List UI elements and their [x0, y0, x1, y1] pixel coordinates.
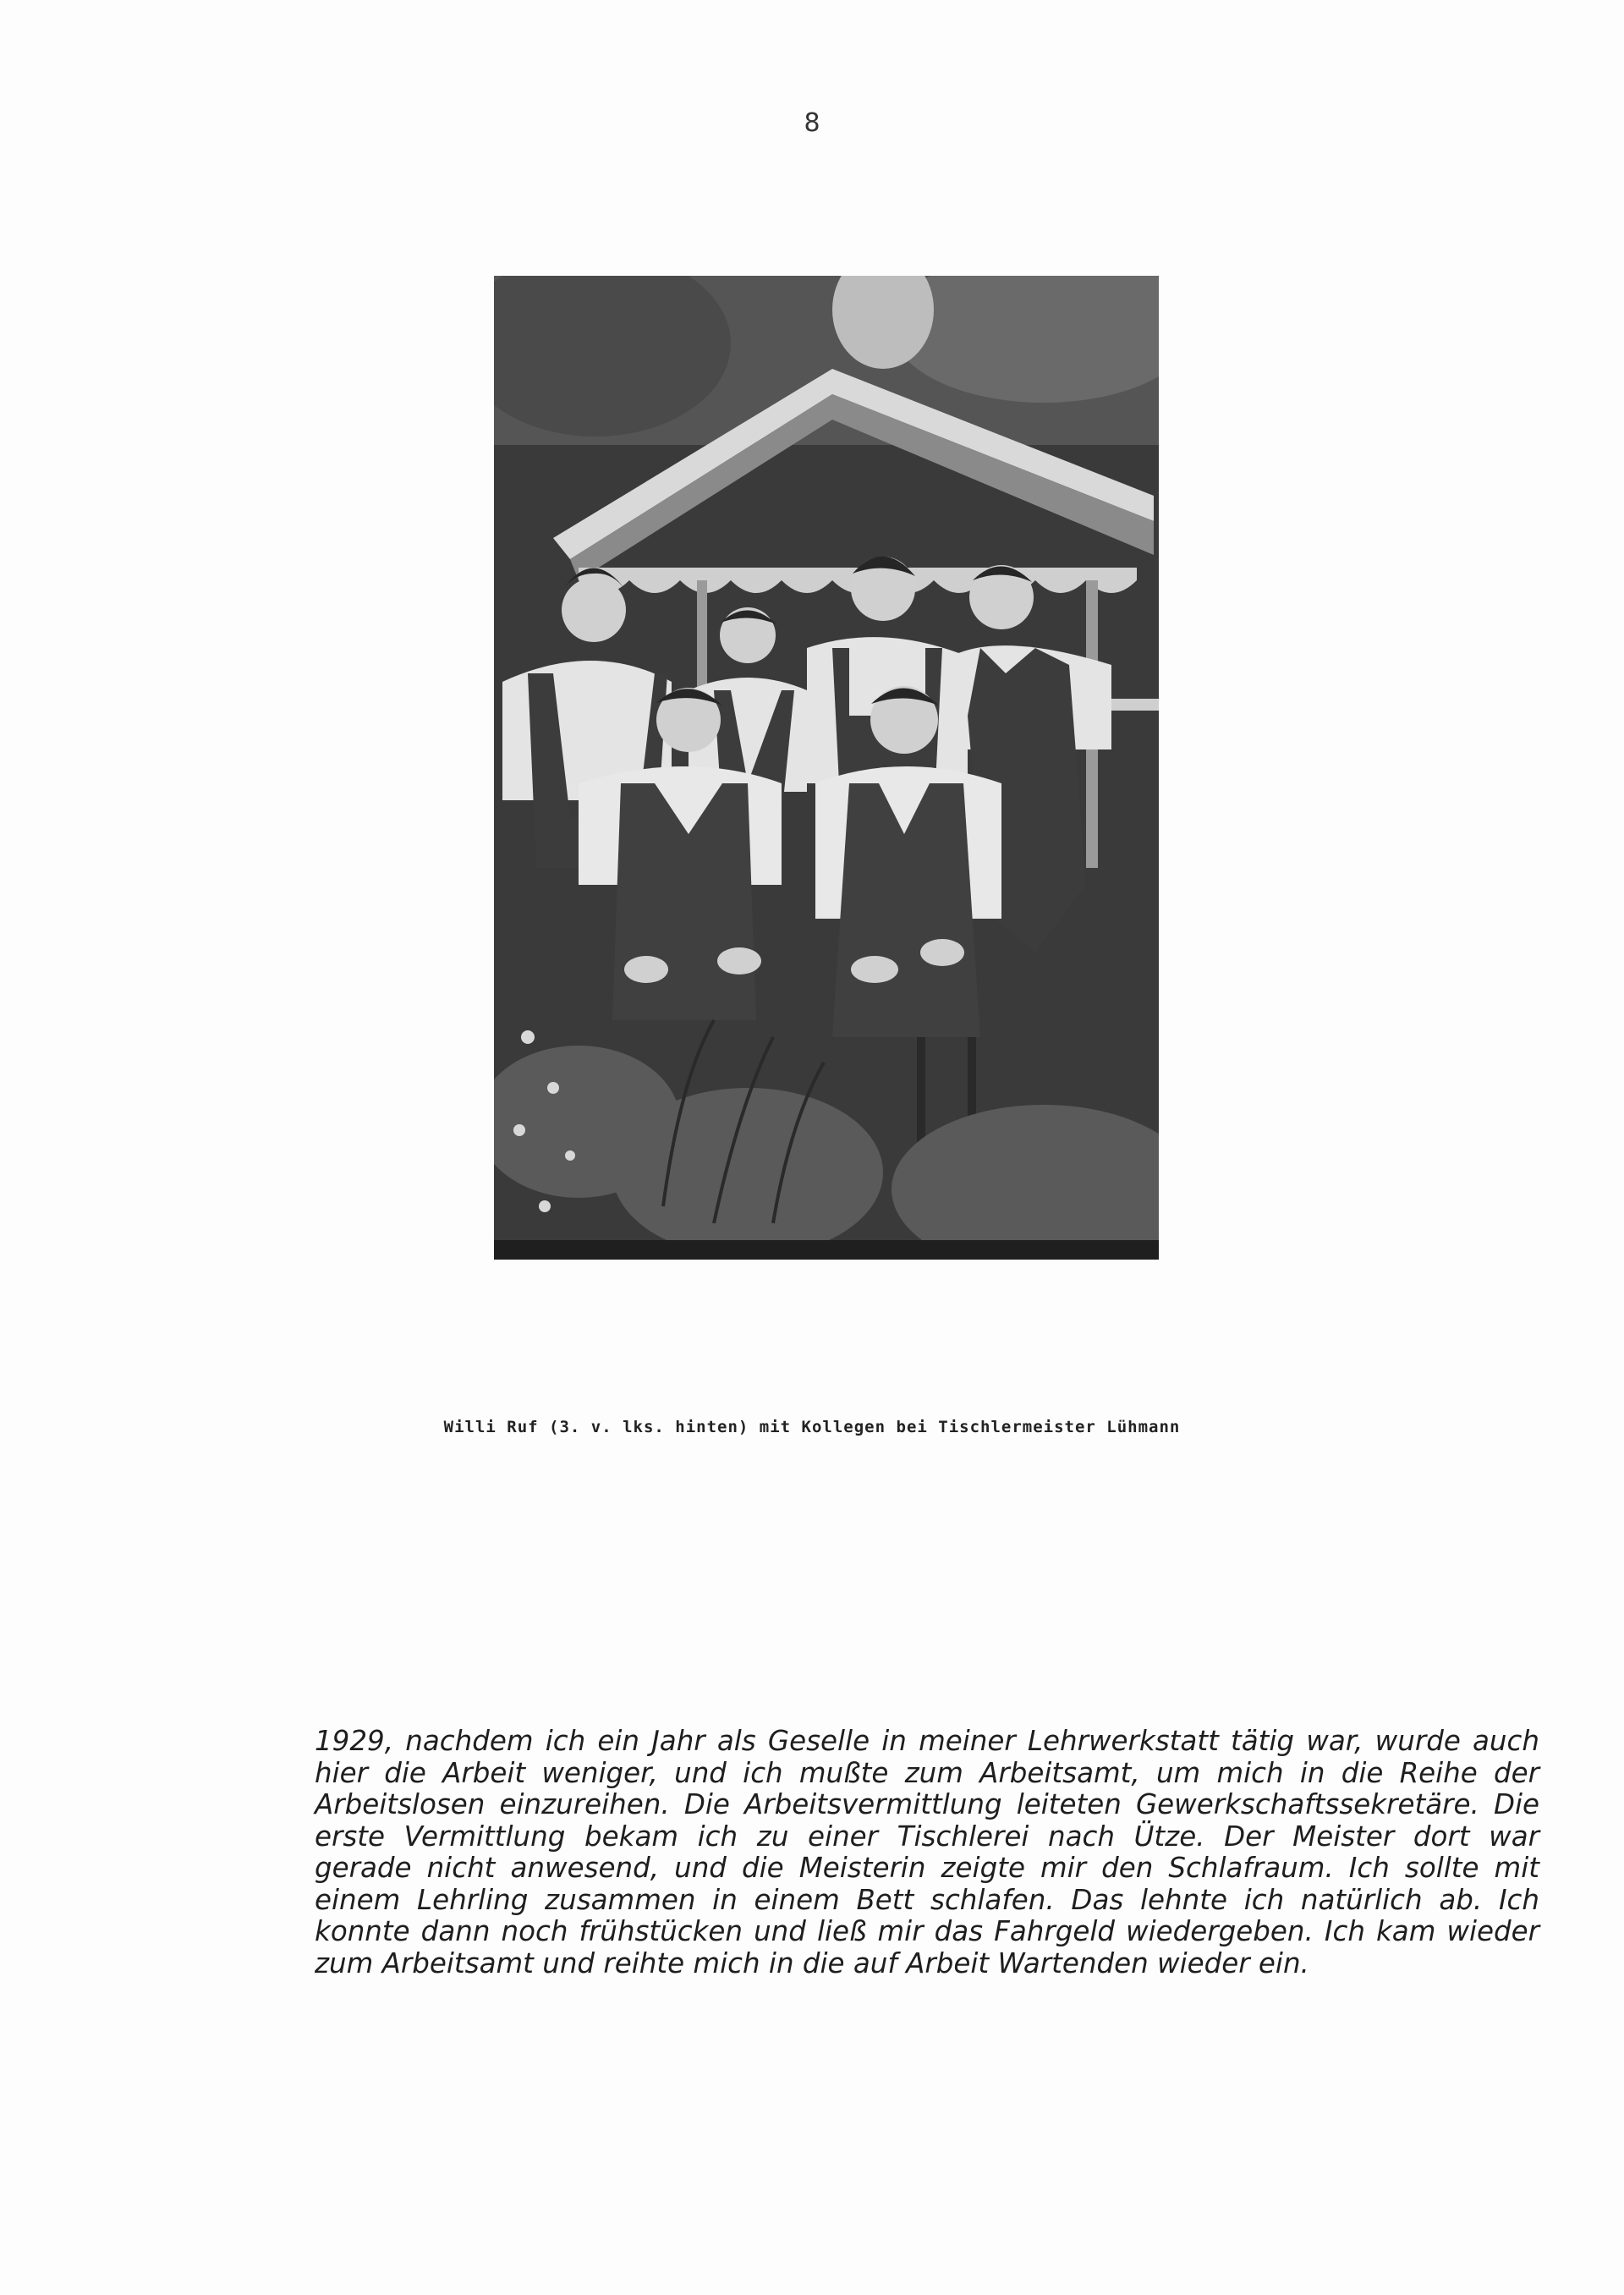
paragraph-line: 1929, nachdem ich ein Jahr als Geselle in meiner Lehrwerkstatt tätig war, wurde auch: [315, 1725, 1539, 1757]
body-paragraph: [315, 1726, 1539, 1979]
page-number: 8: [804, 108, 820, 138]
paragraph-line: zum Arbeitsamt und reihte mich in die auf Arbeit Wartenden wieder ein.: [315, 1946, 1309, 1979]
photograph-illustration: [494, 276, 1159, 1260]
group-photograph: [494, 276, 1159, 1260]
paragraph-line: konnte dann noch frühstücken und ließ mir das Fahrgeld wiedergeben. Ich kam wieder: [315, 1915, 1539, 1947]
paragraph-line: hier die Arbeit weniger, und ich mußte zum Arbeitsamt, um mich in die Reihe der: [315, 1756, 1539, 1789]
paragraph-line: einem Lehrling zusammen in einem Bett schlafen. Das lehnte ich natürlich ab. Ich: [315, 1883, 1539, 1916]
paragraph-line: Arbeitslosen einzureihen. Die Arbeitsvermittlung leiteten Gewerkschaftssekretäre. Die: [315, 1788, 1539, 1820]
paragraph-line: erste Vermittlung bekam ich zu einer Tischlerei nach Ütze. Der Meister dort war: [315, 1820, 1539, 1853]
paragraph-line: gerade nicht anwesend, und die Meisterin zeigte mir den Schlafraum. Ich sollte mit: [315, 1852, 1539, 1884]
photo-caption: Willi Ruf (3. v. lks. hinten) mit Kollegen bei Tischlermeister Lühmann: [443, 1418, 1181, 1436]
